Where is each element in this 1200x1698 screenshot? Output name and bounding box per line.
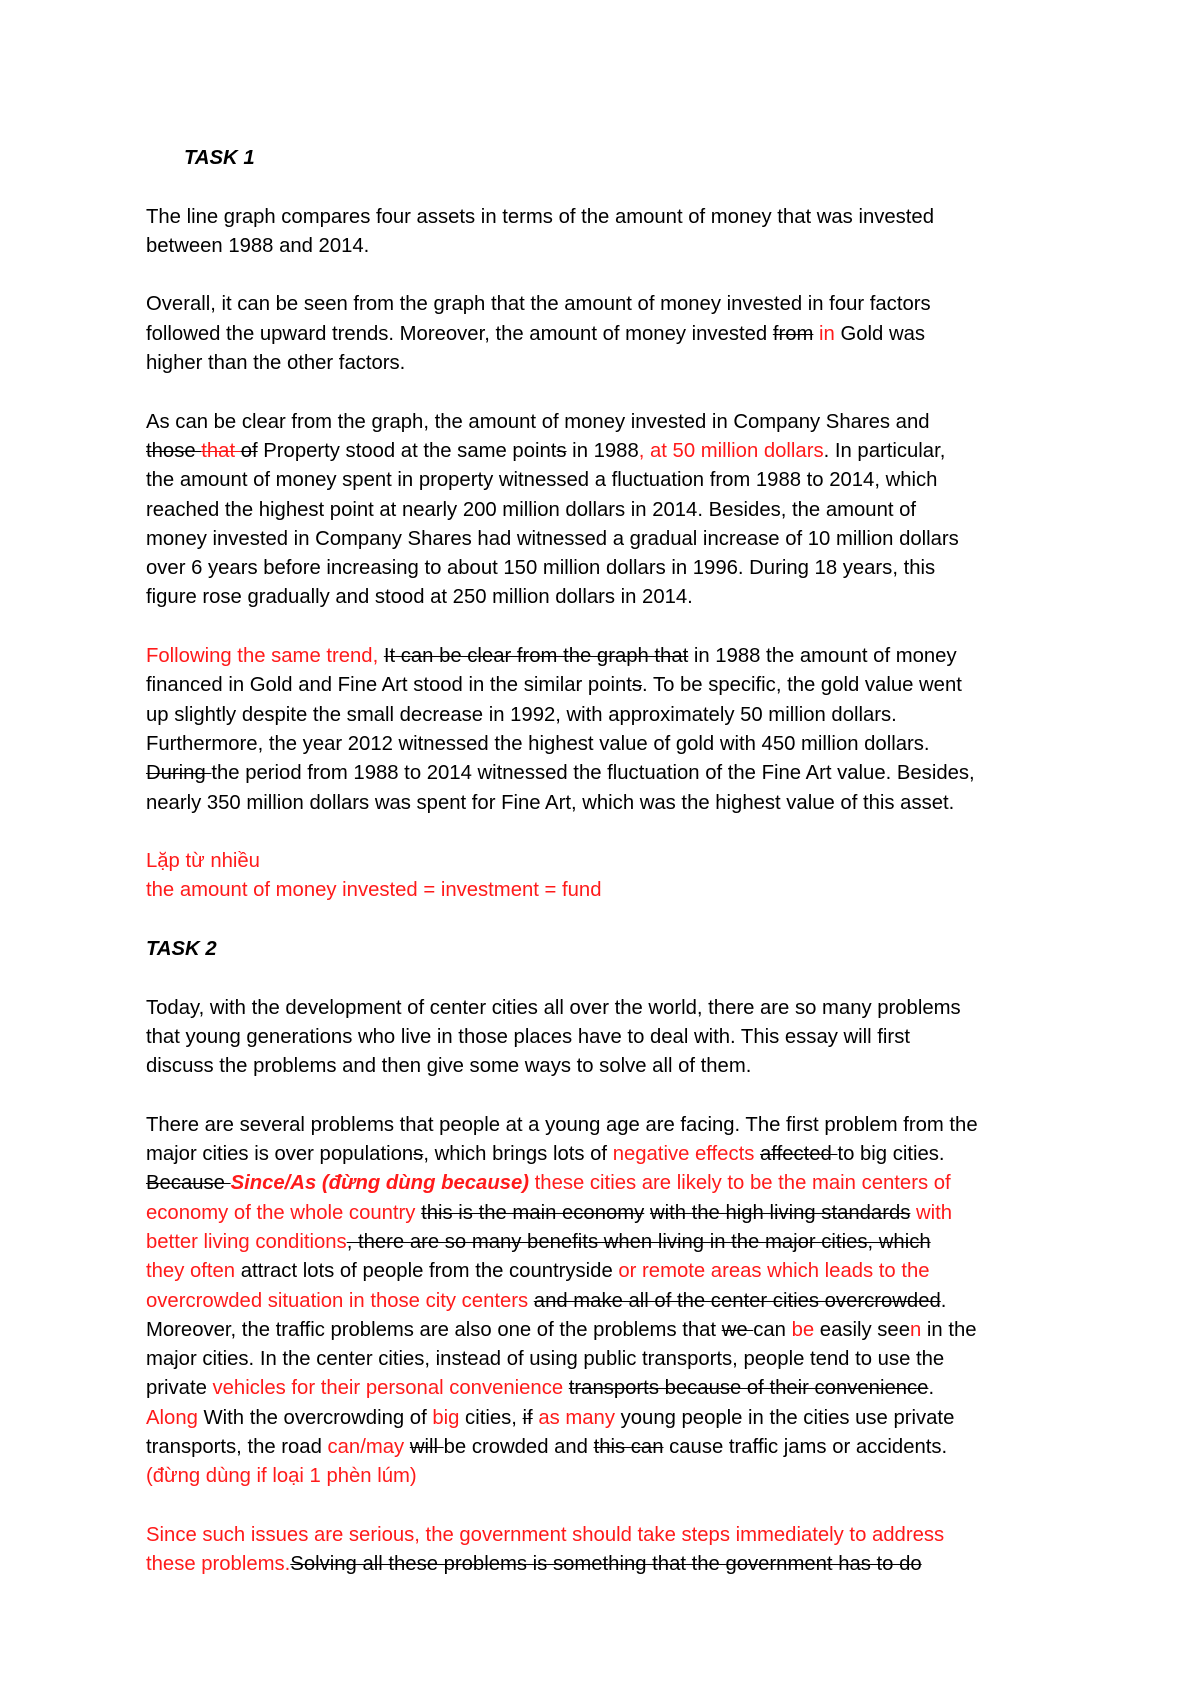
text-line — [146, 642, 1086, 671]
text-line — [146, 1287, 1086, 1316]
deleted-text: affected — [760, 1143, 838, 1166]
text-segment: Furthermore, the year 2012 witnessed the highest value of gold with 450 million dollars. — [146, 732, 930, 755]
paragraph — [146, 290, 1086, 378]
text-line — [146, 876, 1086, 905]
correction-text: Following the same trend, — [146, 645, 384, 668]
correction-text: be — [791, 1318, 815, 1341]
text-line — [146, 701, 1086, 730]
text-line — [146, 203, 1086, 232]
text-line — [146, 1550, 1086, 1579]
text-line — [146, 1316, 1086, 1345]
text-segment: , which brings lots of — [423, 1143, 613, 1166]
deleted-text: from — [772, 322, 814, 345]
deleted-text: Because — [146, 1172, 231, 1195]
text-line — [146, 994, 1086, 1023]
text-segment: TASK 2 — [146, 938, 217, 961]
text-line — [146, 1433, 1086, 1462]
paragraph — [146, 203, 1086, 262]
text-segment: nearly 350 million dollars was spent for Fine Art, which was the highest value of this asset. — [146, 791, 955, 814]
text-segment: . To be specific, the gold value went — [642, 674, 962, 697]
text-segment: . — [940, 1289, 947, 1312]
text-line — [146, 1140, 1086, 1169]
text-segment: figure rose gradually and stood at 250 million dollars in 2014. — [146, 586, 693, 609]
text-segment: With the overcrowding of — [197, 1406, 433, 1429]
text-segment: Today, with the development of center cities all over the world, there are so many problems — [146, 996, 961, 1019]
text-segment: in 1988 the amount of money — [688, 645, 957, 668]
text-segment: Property stood at the same point — [257, 439, 557, 462]
deleted-text: transports because of their convenience — [568, 1377, 929, 1400]
correction-text: as many — [538, 1406, 615, 1429]
correction-text: with — [910, 1201, 953, 1224]
deleted-text: Solving all these problems is something that the government has to do — [290, 1553, 922, 1576]
deleted-text: s — [631, 674, 643, 697]
text-line — [146, 671, 1086, 700]
text-segment: up slightly despite the small decrease in 1992, with approximately 50 million dollars. — [146, 703, 897, 726]
correction-text: they often — [146, 1260, 241, 1283]
correction-text: economy of the whole country — [146, 1201, 416, 1224]
text-line — [146, 290, 1086, 319]
text-line — [146, 349, 1086, 378]
paragraph — [146, 408, 1086, 613]
paragraph — [146, 847, 1086, 906]
deleted-text: , there are so many benefits when living in the major cities, which — [346, 1230, 931, 1253]
text-segment: . In particular, — [823, 439, 946, 462]
text-segment: in the — [921, 1318, 977, 1341]
correction-text: vehicles for their personal convenience — [212, 1377, 564, 1400]
text-line — [146, 1462, 1086, 1491]
correction-text: Along — [146, 1406, 198, 1429]
text-segment: major cities. In the center cities, instead of using public transports, people tend to use the — [146, 1348, 945, 1371]
text-segment: be crowded and — [443, 1436, 594, 1459]
text-line — [146, 1521, 1086, 1550]
deleted-text: we — [721, 1318, 754, 1341]
text-line — [146, 320, 1086, 349]
text-line — [146, 730, 1086, 759]
text-segment: There are several problems that people at a young age are facing. The first problem from the — [146, 1113, 978, 1136]
deleted-correction-text: that — [201, 439, 241, 462]
text-segment: attract lots of people from the countryside — [240, 1260, 619, 1283]
correction-text: can/may — [327, 1436, 405, 1459]
text-segment: discuss the problems and then give some ways to solve all of them. — [146, 1055, 752, 1078]
text-line — [146, 1052, 1086, 1081]
text-line — [146, 1111, 1086, 1140]
text-segment: private — [146, 1377, 213, 1400]
deleted-text: this is the main economy — [421, 1201, 645, 1224]
text-line — [146, 1199, 1086, 1228]
text-line — [146, 1169, 1086, 1198]
deleted-text: will — [409, 1436, 444, 1459]
correction-text: negative effects — [612, 1143, 755, 1166]
text-line — [146, 525, 1086, 554]
correction-text: , at 50 million dollars — [638, 439, 824, 462]
correction-text: overcrowded situation in those city centers — [146, 1289, 529, 1312]
correction-text: the amount of money invested = investment = fund — [146, 879, 602, 902]
text-segment: Moreover, the traffic problems are also one of the problems that — [146, 1318, 722, 1341]
deleted-text: s — [556, 439, 567, 462]
correction-text: these cities are likely to be the main centers of — [529, 1172, 951, 1195]
text-line — [146, 1404, 1086, 1433]
text-segment: reached the highest point at nearly 200 million dollars in 2014. Besides, the amount of — [146, 498, 917, 521]
text-segment: cause traffic jams or accidents. — [663, 1436, 948, 1459]
text-segment: that young generations who live in those places have to deal with. This essay will first — [146, 1025, 910, 1048]
text-segment: financed in Gold and Fine Art stood in the similar point — [146, 674, 632, 697]
text-segment: easily see — [814, 1318, 910, 1341]
text-line — [146, 1228, 1086, 1257]
correction-text: (đừng dùng if loại 1 phèn lúm) — [146, 1465, 417, 1488]
deleted-text: and make all of the center cities overcrowded — [533, 1289, 941, 1312]
text-segment: transports, the road — [146, 1436, 328, 1459]
text-line — [146, 1374, 1086, 1403]
text-line — [146, 847, 1086, 876]
text-line — [146, 759, 1086, 788]
text-segment: money invested in Company Shares had witnessed a gradual increase of 10 million dollars — [146, 527, 959, 550]
correction-text: Since such issues are serious, the government should take steps immediately to address — [146, 1523, 945, 1546]
text-segment: over 6 years before increasing to about 150 million dollars in 1996. During 18 years, this — [146, 557, 936, 580]
text-segment: Overall, it can be seen from the graph that the amount of money invested in four factors — [146, 293, 931, 316]
section-heading — [146, 935, 1086, 964]
text-segment: in 1988 — [566, 439, 639, 462]
text-segment: the period from 1988 to 2014 witnessed the fluctuation of the Fine Art value. Besides, — [211, 762, 975, 785]
correction-text: big — [432, 1406, 460, 1429]
text-segment: to big cities. — [837, 1143, 945, 1166]
text-segment: The line graph compares four assets in terms of the amount of money that was invested — [146, 205, 934, 228]
text-line — [146, 1345, 1086, 1374]
correction-text: better living conditions — [146, 1230, 347, 1253]
paragraph — [146, 994, 1086, 1082]
text-line — [146, 1257, 1086, 1286]
essay-content — [146, 144, 1086, 1609]
text-line — [146, 232, 1086, 261]
text-segment: higher than the other factors. — [146, 352, 406, 375]
text-line — [146, 789, 1086, 818]
deleted-text: of — [240, 439, 258, 462]
text-line — [146, 408, 1086, 437]
paragraph — [146, 642, 1086, 818]
deleted-text: with the high living standards — [649, 1201, 911, 1224]
text-line — [146, 1023, 1086, 1052]
text-line — [146, 554, 1086, 583]
correction-text: these problems. — [146, 1553, 291, 1576]
deleted-text: those — [146, 439, 202, 462]
text-line — [146, 583, 1086, 612]
text-line — [146, 496, 1086, 525]
text-segment: As can be clear from the graph, the amount of money invested in Company Shares and — [146, 410, 930, 433]
paragraph — [146, 1521, 1086, 1580]
correction-text: n — [910, 1318, 922, 1341]
text-segment: Gold was — [834, 322, 926, 345]
deleted-text: if — [522, 1406, 533, 1429]
text-line — [146, 466, 1086, 495]
text-segment: the amount of money spent in property witnessed a fluctuation from 1988 to 2014, which — [146, 469, 938, 492]
deleted-text: During — [146, 762, 212, 785]
text-line — [146, 437, 1086, 466]
text-segment: major cities is over population — [146, 1143, 414, 1166]
deleted-text: s — [413, 1143, 424, 1166]
section-heading — [146, 144, 1086, 173]
text-segment: . — [928, 1377, 935, 1400]
text-segment: followed the upward trends. Moreover, the amount of money invested — [146, 322, 773, 345]
text-line — [184, 144, 1086, 173]
text-segment: can — [753, 1318, 792, 1341]
correction-text: Lặp từ nhiều — [146, 850, 260, 873]
text-segment: cities, — [459, 1406, 523, 1429]
text-line — [146, 935, 1086, 964]
correction-text: or remote areas which leads to the — [618, 1260, 930, 1283]
deleted-text: this can — [593, 1436, 664, 1459]
text-segment: between 1988 and 2014. — [146, 234, 370, 257]
correction-text: Since/As (đừng dùng because) — [230, 1172, 530, 1195]
text-segment: TASK 1 — [184, 147, 255, 169]
text-segment: young people in the cities use private — [614, 1406, 955, 1429]
paragraph — [146, 1111, 1086, 1492]
correction-text: in — [819, 322, 835, 345]
deleted-text: It can be clear from the graph that — [383, 645, 689, 668]
